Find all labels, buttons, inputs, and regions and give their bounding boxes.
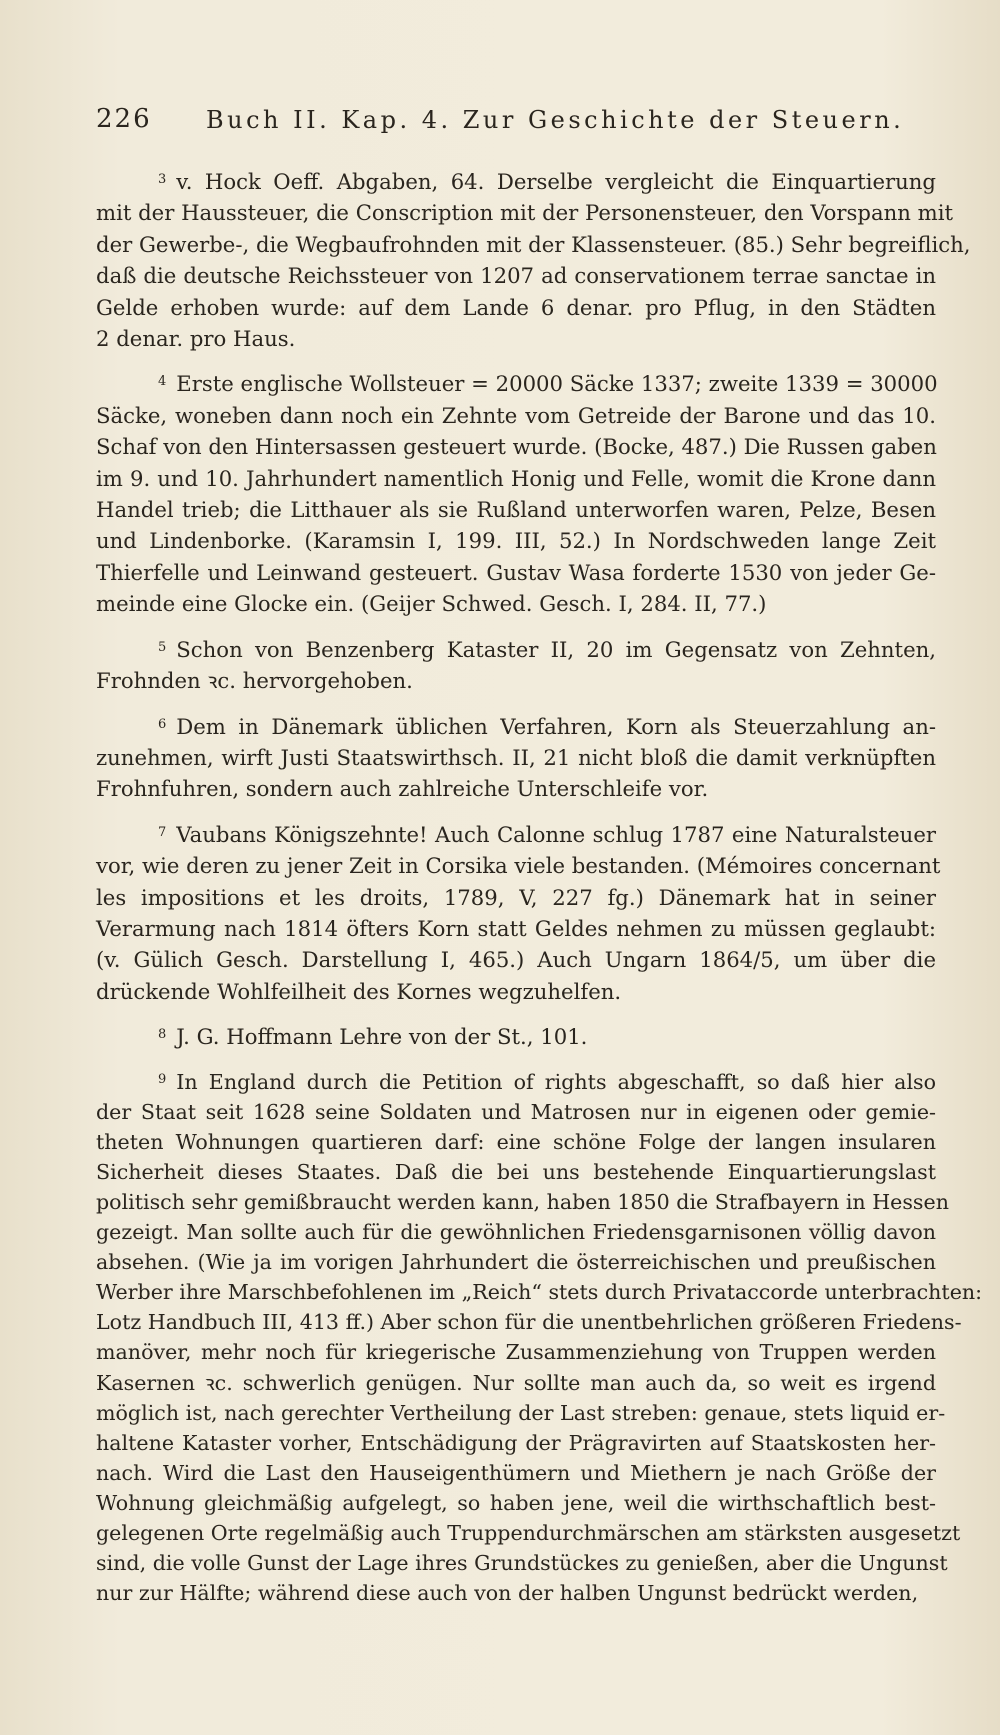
footnote-line: [96, 366, 936, 399]
footnote-line: [96, 229, 971, 260]
footnote-text: Gelde erhoben wurde: auf dem Lande 6 denar. pro Pflug, in den Städten: [96, 294, 936, 320]
footnote-line: [96, 1157, 936, 1187]
footnote-line: [96, 1488, 936, 1518]
footnote-text: sind, die volle Gunst der Lage ihres Grundstückes zu genießen, aber die Ungunst: [96, 1551, 948, 1576]
footnote-line: [96, 463, 936, 494]
footnote-text: theten Wohnungen quartieren darf: eine schöne Folge der langen insularen: [96, 1129, 936, 1154]
footnote-line: [96, 400, 936, 431]
running-title: Buch II. Kap. 4. Zur Geschichte der Steuern.: [206, 106, 905, 134]
footnote-line: [96, 1277, 983, 1307]
footnote-line: [96, 976, 936, 1007]
footnote-5: [96, 632, 936, 697]
footnote-text: gezeigt. Man sollte auch für die gewöhnlichen Friedensgarnisonen völlig davon: [96, 1220, 936, 1245]
footnote-line: [96, 709, 936, 742]
footnote-line: [96, 742, 936, 773]
footnote-text: Werber ihre Marschbefohlenen im „Reich“ stets durch Privataccorde unterbrachten:: [96, 1280, 983, 1305]
footnote-line: [96, 557, 936, 588]
page-header: [96, 104, 905, 140]
footnote-line: [96, 1065, 936, 1097]
footnote-text: J. G. Hoffmann Lehre von der St., 101.: [176, 1024, 588, 1050]
footnote-text: manöver, mehr noch für kriegerische Zusammenziehung von Truppen werden: [96, 1340, 936, 1365]
footnote-line: [96, 1428, 936, 1458]
footnote-line: [96, 1518, 961, 1548]
footnote-line: [96, 1187, 949, 1217]
footnote-marker: 9: [158, 1071, 167, 1087]
page-number: 226: [96, 104, 152, 134]
footnotes-block: [96, 164, 983, 1620]
footnote-3: [96, 164, 971, 354]
footnote-line: [96, 913, 936, 944]
footnote-text: Schon von Benzenberg Kataster II, 20 im Gegensatz von Zehnten,: [176, 636, 936, 662]
footnote-text: Schaf von den Hintersassen gesteuert wurde. (Bocke, 487.) Die Russen gaben: [96, 434, 937, 460]
footnote-line: [96, 431, 936, 462]
footnote-text: gelegenen Orte regelmäßig auch Truppendurchmärschen am stärksten ausgesetzt: [96, 1520, 961, 1545]
footnote-text: v. Hock Oeff. Abgaben, 64. Derselbe vergleicht die Einquartierung: [176, 169, 936, 194]
footnote-text: Säcke, woneben dann noch ein Zehnte vom Getreide der Barone und das 10.: [96, 402, 936, 428]
footnote-text: Lotz Handbuch III, 413 ff.) Aber schon für die unentbehrlichen größeren Friedens-: [96, 1310, 962, 1335]
footnote-8: [96, 1019, 936, 1052]
footnote-text: nach. Wird die Last den Hauseigenthümern und Miethern je nach Größe der: [96, 1460, 936, 1485]
footnote-line: [96, 665, 936, 696]
footnote-text: meinde eine Glocke ein. (Geijer Schwed. Gesch. I, 284. II, 77.): [96, 591, 767, 617]
footnote-line: [96, 1368, 936, 1398]
footnote-line: [96, 588, 936, 619]
footnote-line: [96, 773, 936, 804]
footnote-line: [96, 260, 936, 291]
footnote-line: [96, 1548, 948, 1578]
footnote-marker: 4: [158, 374, 167, 390]
footnote-line: [96, 1337, 936, 1367]
footnote-text: 2 denar. pro Haus.: [96, 326, 296, 352]
footnote-line: [96, 882, 936, 913]
footnote-text: Verarmung nach 1814 öfters Korn statt Geldes nehmen zu müssen geglaubt:: [96, 915, 936, 941]
footnote-line: [96, 494, 936, 525]
footnote-text: Kasernen ꝛc. schwerlich genügen. Nur sollte man auch da, so weit es irgend: [96, 1370, 936, 1395]
footnote-text: vor, wie deren zu jener Zeit in Corsika viele bestanden. (Mémoires concernant: [96, 853, 941, 879]
footnote-line: [96, 850, 941, 881]
footnote-line: [96, 1307, 962, 1337]
footnote-line: [96, 1398, 946, 1428]
footnote-text: möglich ist, nach gerechter Vertheilung der Last streben: genaue, stets liquid er-: [96, 1400, 946, 1425]
footnote-line: [96, 817, 936, 850]
footnote-text: zunehmen, wirft Justi Staatswirthsch. II, 21 nicht bloß die damit verknüpften: [96, 744, 936, 770]
footnote-text: Dem in Dänemark üblichen Verfahren, Korn als Steuerzahlung an-: [176, 713, 936, 739]
footnote-text: Sicherheit dieses Staates. Daß die bei uns bestehende Einquartierungslast: [96, 1159, 936, 1184]
footnote-line: [96, 292, 936, 323]
footnote-text: Erste englische Wollsteuer = 20000 Säcke 1337; zweite 1339 = 30000: [176, 371, 938, 397]
footnote-text: In England durch die Petition of rights abgeschafft, so daß hier also: [176, 1069, 936, 1094]
footnote-text: Thierfelle und Leinwand gesteuert. Gustav Wasa forderte 1530 von jeder Ge-: [96, 559, 936, 585]
footnote-marker: 6: [158, 716, 167, 732]
footnote-line: [96, 944, 936, 975]
footnote-6: [96, 709, 936, 805]
footnote-text: Wohnung gleichmäßig aufgelegt, so haben jene, weil die wirthschaftlich best-: [96, 1490, 936, 1515]
footnote-line: [96, 323, 936, 354]
footnote-line: [96, 1127, 936, 1157]
footnote-line: [96, 1458, 936, 1488]
footnote-line: [96, 1247, 936, 1277]
footnote-line: [96, 1097, 936, 1127]
footnote-text: daß die deutsche Reichssteuer von 1207 ad conservationem terrae sanctae in: [96, 263, 936, 289]
footnote-text: der Staat seit 1628 seine Soldaten und Matrosen nur in eigenen oder gemie-: [96, 1099, 936, 1124]
footnote-text: nur zur Hälfte; während diese auch von der halben Ungunst bedrückt werden,: [96, 1581, 919, 1606]
footnote-line: [96, 1217, 936, 1247]
footnote-text: und Lindenborke. (Karamsin I, 199. III, 52.) In Nordschweden lange Zeit: [96, 528, 936, 554]
footnote-7: [96, 817, 941, 1007]
footnote-line: [96, 632, 936, 665]
footnote-text: les impositions et les droits, 1789, V, 227 fg.) Dänemark hat in seiner: [96, 884, 936, 910]
footnote-marker: 8: [158, 1027, 167, 1043]
footnote-text: politisch sehr gemißbraucht werden kann, haben 1850 die Strafbayern in Hessen: [96, 1189, 949, 1214]
footnote-text: Vaubans Königszehnte! Auch Calonne schlug 1787 eine Naturalsteuer: [176, 821, 936, 847]
footnote-text: (v. Gülich Gesch. Darstellung I, 465.) Auch Ungarn 1864/5, um über die: [96, 947, 936, 973]
footnote-text: im 9. und 10. Jahrhundert namentlich Honig und Felle, womit die Krone dann: [96, 465, 936, 491]
footnote-9: [96, 1065, 983, 1609]
footnote-line: [96, 1019, 936, 1052]
footnote-line: [96, 1578, 936, 1608]
footnote-text: haltene Kataster vorher, Entschädigung der Prägravirten auf Staatskosten her-: [96, 1430, 936, 1455]
footnote-text: drückende Wohlfeilheit des Kornes wegzuhelfen.: [96, 978, 622, 1004]
footnote-text: absehen. (Wie ja im vorigen Jahrhundert die österreichischen und preußischen: [96, 1250, 936, 1275]
footnote-text: Frohnden ꝛc. hervorgehoben.: [96, 668, 413, 694]
footnote-4: [96, 366, 936, 619]
footnote-marker: 3: [158, 172, 167, 187]
footnote-line: [96, 164, 936, 197]
footnote-marker: 7: [158, 824, 167, 840]
footnote-text: mit der Haussteuer, die Conscription mit der Personensteuer, den Vorspann mit: [96, 200, 954, 226]
footnote-text: Handel trieb; die Litthauer als sie Rußland unterworfen waren, Pelze, Besen: [96, 497, 936, 523]
footnote-text: Frohnfuhren, sondern auch zahlreiche Unterschleife vor.: [96, 776, 709, 802]
footnote-marker: 5: [158, 639, 167, 655]
footnote-text: der Gewerbe-, die Wegbaufrohnden mit der Klassensteuer. (85.) Sehr begreiflich,: [96, 231, 971, 257]
footnote-line: [96, 525, 936, 556]
footnote-line: [96, 197, 954, 228]
